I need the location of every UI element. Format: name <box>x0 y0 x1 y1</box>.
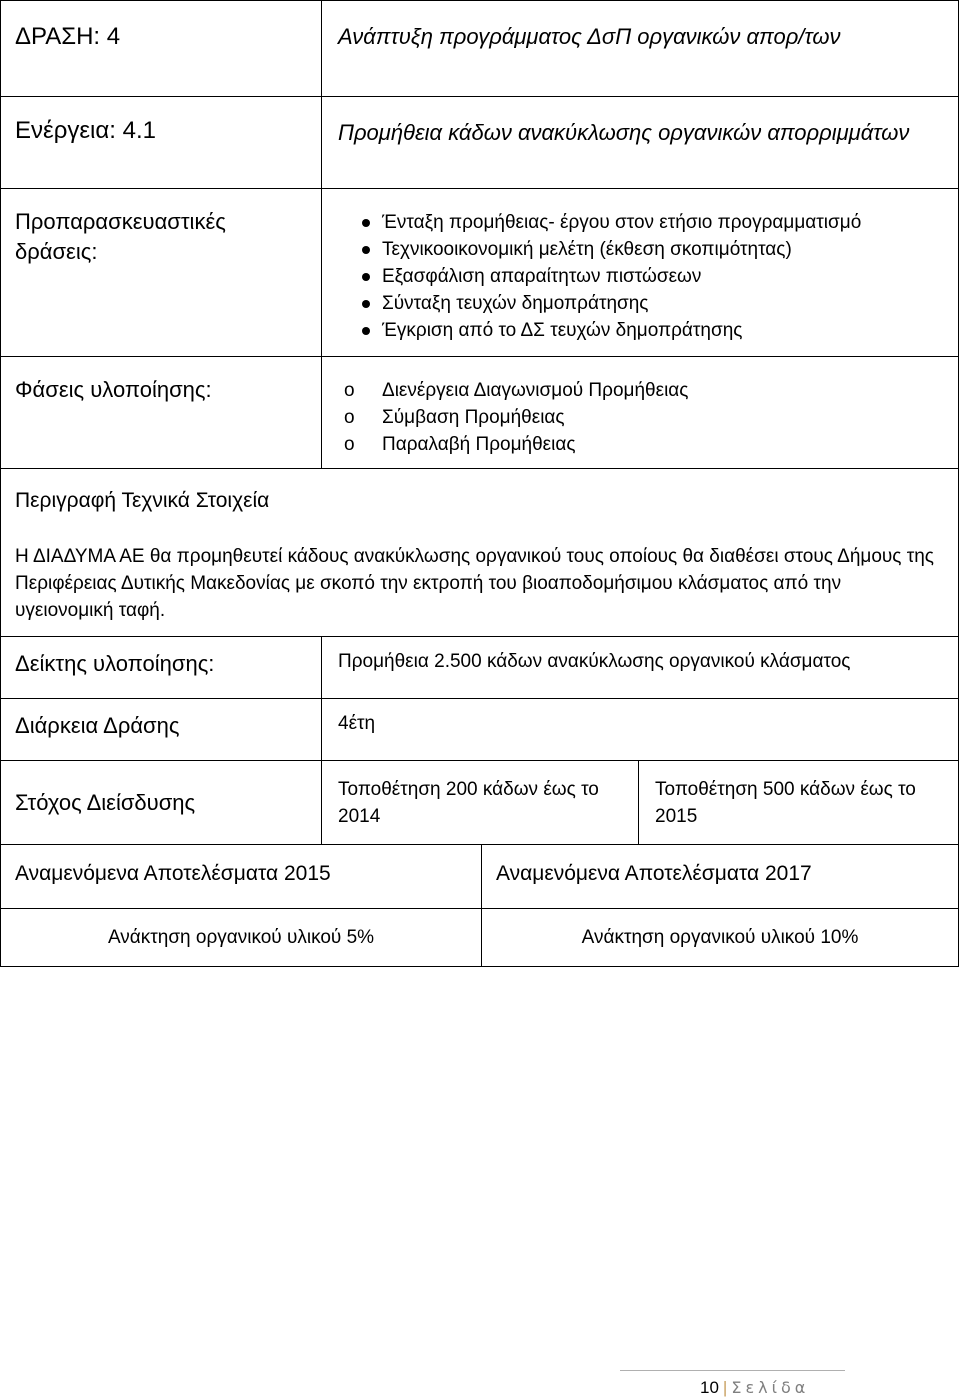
action-label-cell <box>1 1 322 97</box>
indicator-label-cell <box>1 637 322 699</box>
duration-label-cell <box>1 699 322 761</box>
activity-title: Προμήθεια κάδων ανακύκλωσης οργανικών απορριμμάτων <box>338 120 910 145</box>
duration-label: Διάρκεια Δράσης <box>15 713 180 738</box>
duration-value-cell <box>322 699 959 761</box>
list-item: o Παραλαβή Προμήθειας <box>382 431 958 458</box>
action-title-cell <box>322 1 959 97</box>
description-cell <box>1 469 959 637</box>
activity-title-cell <box>322 97 959 189</box>
phases-label: Φάσεις υλοποίησης: <box>15 377 212 402</box>
results-2017-value-cell <box>482 908 959 966</box>
indicator-value: Προμήθεια 2.500 κάδων ανακύκλωσης οργανικού κλάσματος <box>338 651 851 672</box>
footer-divider <box>620 1370 845 1371</box>
target-2015-cell <box>639 760 959 844</box>
target-2015-value: Τοποθέτηση 500 κάδων έως το 2015 <box>655 779 916 827</box>
description-heading: Περιγραφή Τεχνικά Στοιχεία <box>15 489 270 512</box>
list-item: Ένταξη προμήθειας- έργου στον ετήσιο προγραμματισμό <box>382 209 958 236</box>
prep-label: Προπαρασκευαστικές δράσεις: <box>15 209 226 264</box>
target-table <box>0 760 959 845</box>
circle-bullet-icon: o <box>344 380 355 401</box>
results-2017-header-cell <box>482 844 959 908</box>
list-item: o Σύμβαση Προμήθειας <box>382 404 958 431</box>
circle-bullet-icon: o <box>344 434 355 455</box>
description-body: Η ΔΙΑΔΥΜΑ ΑΕ θα προμηθευτεί κάδους ανακύκλωσης οργανικού τους οποίους θα διαθέσει στους Δήμους της Περιφέρειας Δυτικής Μακεδονίας με σκοπό την εκτροπή του βιοαποδομήσιμου κλάσματος από την υγειονομική ταφή. <box>15 546 934 621</box>
phases-label-cell <box>1 357 322 469</box>
phases-items-cell <box>322 357 959 469</box>
results-2015-header-cell <box>1 844 482 908</box>
circle-bullet-icon: o <box>344 407 355 428</box>
activity-label-cell <box>1 97 322 189</box>
page-footer <box>700 1378 809 1398</box>
action-title: Ανάπτυξη προγράμματος ΔσΠ οργανικών απορ/των <box>338 24 841 49</box>
results-2015-value-cell <box>1 908 482 966</box>
duration-value: 4έτη <box>338 713 376 734</box>
list-item: Σύνταξη τευχών δημοπράτησης <box>382 290 958 317</box>
action-label: ΔΡΑΣΗ: 4 <box>15 23 121 50</box>
list-item: Τεχνικοοικονομική μελέτη (έκθεση σκοπιμότητας) <box>382 236 958 263</box>
indicator-label: Δείκτης υλοποίησης: <box>15 651 215 676</box>
page-number: 10 <box>700 1378 719 1397</box>
list-item: Εξασφάλιση απαραίτητων πιστώσεων <box>382 263 958 290</box>
footer-separator: | <box>722 1378 728 1397</box>
target-2014-value: Τοποθέτηση 200 κάδων έως το 2014 <box>338 779 599 827</box>
indicator-value-cell <box>322 637 959 699</box>
target-label: Στόχος Διείσδυσης <box>15 790 196 815</box>
target-label-cell <box>1 760 322 844</box>
prep-label-cell <box>1 189 322 357</box>
phases-list <box>322 357 958 458</box>
list-item: o Διενέργεια Διαγωνισμού Προμήθειας <box>382 377 958 404</box>
target-2014-cell <box>322 760 639 844</box>
prep-list <box>322 189 958 344</box>
results-table <box>0 844 959 967</box>
activity-label: Ενέργεια: 4.1 <box>15 117 156 144</box>
results-2017-heading: Αναμενόμενα Αποτελέσματα 2017 <box>496 862 812 885</box>
prep-items-cell <box>322 189 959 357</box>
results-2015-value: Ανάκτηση οργανικού υλικού 5% <box>107 926 375 948</box>
results-2017-value: Ανάκτηση οργανικού υλικού 10% <box>581 926 859 948</box>
page-word: Σελίδα <box>731 1378 810 1397</box>
list-item: Έγκριση από το ΔΣ τευχών δημοπράτησης <box>382 317 958 344</box>
results-2015-heading: Αναμενόμενα Αποτελέσματα 2015 <box>15 862 331 885</box>
